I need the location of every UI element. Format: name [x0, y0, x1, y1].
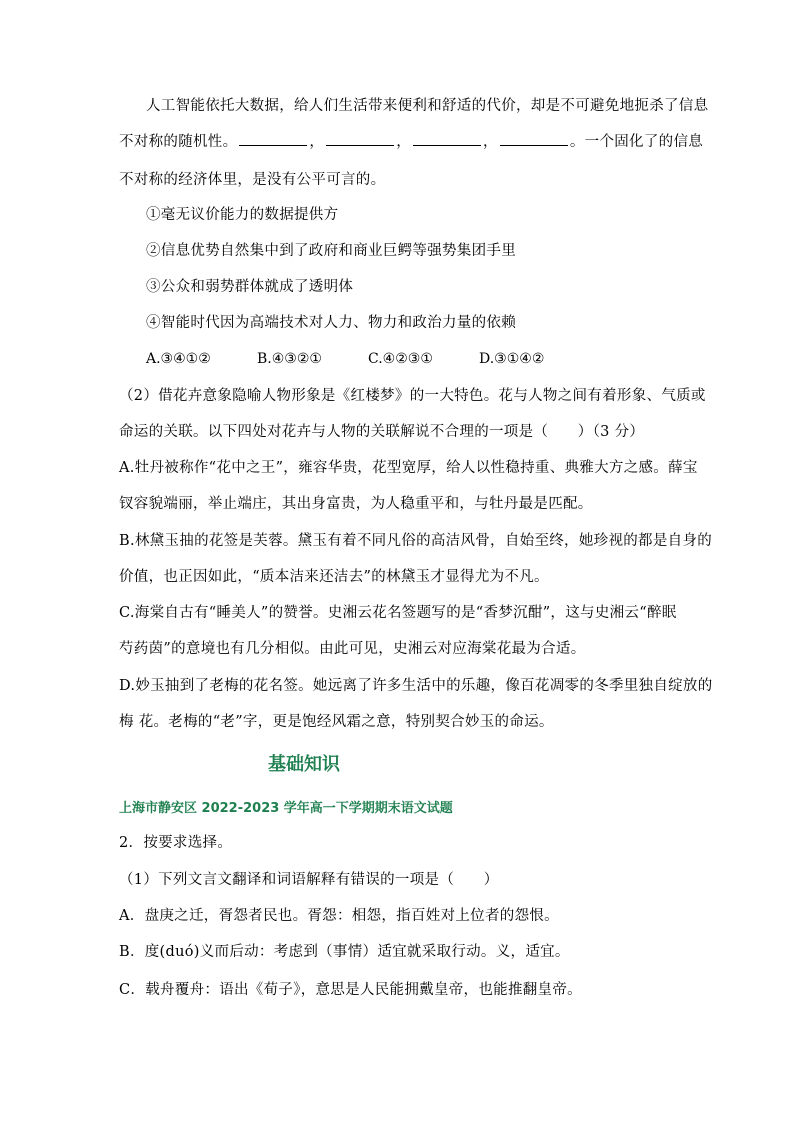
- answer-blank-4: [500, 133, 568, 146]
- separator: ，: [396, 134, 412, 150]
- answer-blank-3: [413, 133, 481, 146]
- passage-line-3: 不对称的经济体里，是没有公平可言的。: [119, 172, 386, 188]
- question-sub: （1）下列文言文翻译和词语解释有错误的一项是（ ）: [119, 872, 499, 888]
- list-item: ①毫无议价能力的数据提供方: [146, 207, 339, 223]
- question-option-c: C．载舟覆舟：语出《荀子》，意思是人民能拥戴皇帝，也能推翻皇帝。: [119, 982, 582, 998]
- choice-a: A.③④①②: [146, 351, 211, 367]
- option-d-line-1: D.妙玉抽到了老梅的花名签。她远离了许多生活中的乐趣，像百花凋零的冬季里独自绽放的: [119, 678, 713, 694]
- question-option-a: A．盘庚之迁，胥怨者民也。胥怨：相怨，指百姓对上位者的怨恨。: [119, 908, 559, 924]
- option-a-line-2: 钗容貌端丽，举止端庄，其出身富贵，为人稳重平和，与牡丹最是匹配。: [119, 496, 593, 512]
- answer-blank-1: [239, 133, 307, 146]
- separator: ，: [483, 134, 498, 150]
- list-item: ④智能时代因为高端技术对人力、物力和政治力量的依赖: [146, 315, 516, 331]
- option-c-line-1: C.海棠自古有“睡美人”的赞誉。史湘云花名签题写的是“香梦沉酣”，这与史湘云“醉眠: [119, 605, 677, 621]
- section-title: 基础知识: [268, 754, 340, 775]
- option-d-line-2: 梅 花。老梅的“老”字，更是饱经风霜之意，特别契合妙玉的命运。: [119, 714, 554, 730]
- choice-b: B.④③②①: [257, 351, 322, 367]
- source-heading: 上海市静安区 2022-2023 学年高一下学期期末语文试题: [119, 801, 453, 816]
- choice-c: C.④②③①: [368, 351, 433, 367]
- passage-line-2-end: 。一个固化了的信息: [569, 134, 704, 150]
- answer-blank-2: [326, 133, 394, 146]
- question-2-line-2: 命运的关联。以下四处对花卉与人物的关联解说不合理的一项是（ ）（3 分）: [119, 424, 645, 440]
- option-b-line-1: B.林黛玉抽的花签是芙蓉。黛玉有着不同凡俗的高洁风骨，自始至终，她珍视的都是自身的: [119, 533, 713, 549]
- passage-line-1: 人工智能依托大数据，给人们生活带来便利和舒适的代价，却是不可避免地扼杀了信息: [146, 98, 709, 114]
- passage-line-2: [119, 132, 704, 152]
- passage-line-2-start: 不对称的随机性。: [119, 134, 238, 150]
- question-option-b: B．度(duó)义而后动：考虑到（事情）适宜就采取行动。义，适宜。: [119, 944, 570, 960]
- separator: ，: [309, 134, 325, 150]
- list-item: ③公众和弱势群体就成了透明体: [146, 279, 354, 295]
- option-a-line-1: A.牡丹被称作“花中之王”，雍容华贵，花型宽厚，给人以性稳持重、典雅大方之感。薛宝: [119, 460, 698, 476]
- question-heading: 2．按要求选择。: [119, 835, 233, 851]
- option-c-line-2: 芍药茵”的意境也有几分相似。由此可见，史湘云对应海棠花最为合适。: [119, 641, 586, 657]
- list-item: ②信息优势自然集中到了政府和商业巨鳄等强势集团手里: [146, 243, 516, 259]
- choice-d: D.③①④②: [479, 351, 545, 367]
- question-2-line-1: （2）借花卉意象隐喻人物形象是《红楼梦》的一大特色。花与人物之间有着形象、气质或: [119, 388, 706, 404]
- option-b-line-2: 价值，也正因如此，“质本洁来还洁去”的林黛玉才显得尤为不凡。: [119, 569, 549, 585]
- answer-choices: [146, 349, 646, 369]
